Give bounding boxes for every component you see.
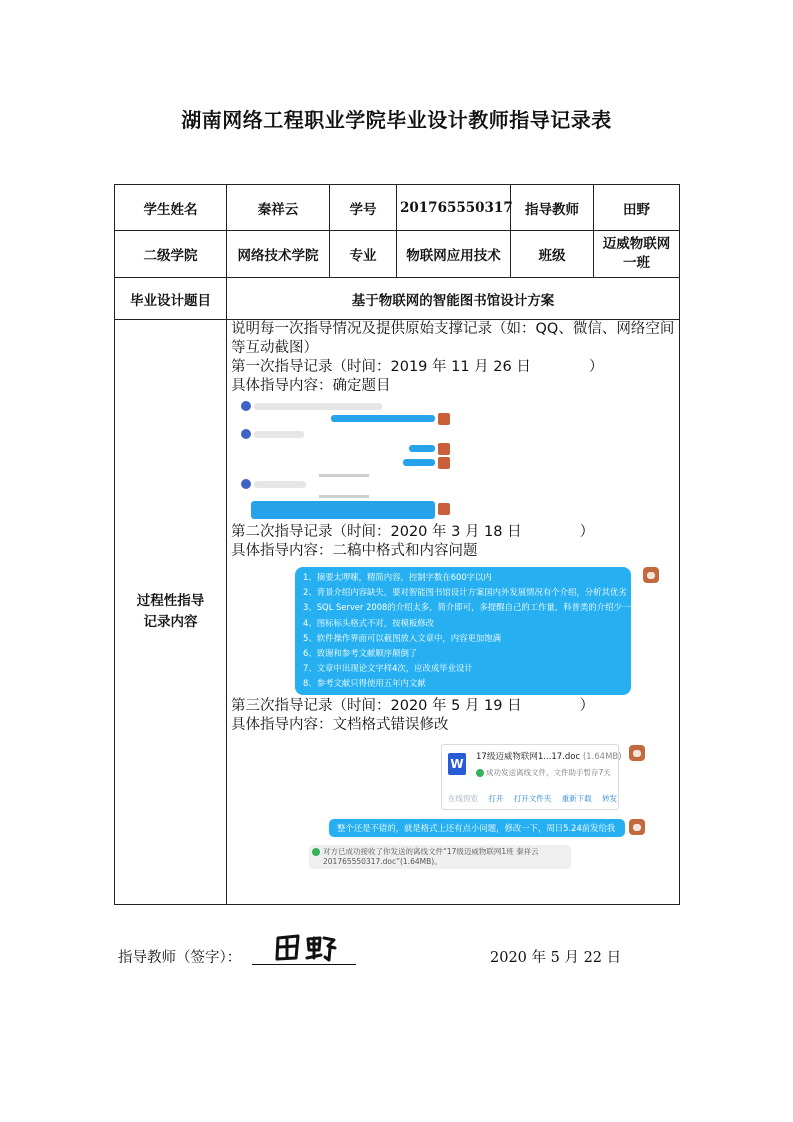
- advisor-label: 指导教师: [511, 185, 594, 231]
- open-folder-link[interactable]: 打开文件夹: [513, 794, 552, 803]
- open-link[interactable]: 打开: [488, 794, 504, 803]
- student-name-label: 学生姓名: [115, 185, 227, 231]
- student-id-label: 学号: [330, 185, 397, 231]
- signature-image: [268, 930, 348, 966]
- signature-label: 指导教师（签字）：: [118, 950, 242, 966]
- feedback-line: 4、图标标头格式不对，按模板修改: [303, 617, 434, 628]
- feedback-line: 8、参考文献只得使用五年内文献: [303, 678, 426, 689]
- session-2-content: 具体指导内容：二稿中格式和内容问题: [231, 543, 478, 559]
- topic-label: 毕业设计题目: [115, 278, 227, 320]
- guidance-record-table: [114, 184, 680, 905]
- session-2-heading: 第二次指导记录（时间：2020 年 3 月 18 日 ）: [231, 524, 595, 540]
- forward-link[interactable]: 转发: [602, 794, 618, 803]
- chat-bubble: [251, 501, 435, 519]
- feedback-line: 3、SQL Server 2008的介绍太多，简介即可，多提醒自己的工作量，科普类的介绍少一些: [303, 602, 639, 613]
- avatar: [438, 503, 450, 515]
- feedback-line: 5、软件操作界面可以截图放入文章中，内容更加饱满: [303, 632, 501, 643]
- process-label-text: 过程性指导记录内容: [136, 593, 205, 630]
- session-1-heading: 第一次指导记录（时间：2019 年 11 月 26 日 ）: [231, 359, 604, 375]
- receipt-notice: 对方已成功接收了你发送的离线文件“17级迈威物联网1班 秦祥云201765550317.doc”(1.64MB)。: [309, 845, 571, 869]
- process-content: [227, 320, 680, 905]
- chat-screenshot-1: [237, 399, 449, 523]
- signature-line: [252, 964, 356, 965]
- college-value: 网络技术学院: [227, 231, 330, 278]
- file-actions: [448, 793, 625, 804]
- process-label: [115, 320, 227, 905]
- feedback-line: 1、摘要太啰嗦，精简内容，控制字数在600字以内: [303, 572, 492, 582]
- check-icon: [312, 848, 320, 856]
- reply-message-bubble: 整个还是不错的，就是格式上还有点小问题，修改一下，周日5.24前发给我: [329, 819, 625, 837]
- session-3-heading: 第三次指导记录（时间：2020 年 5 月 19 日 ）: [231, 698, 595, 714]
- teacher-avatar: [629, 745, 645, 761]
- chat-bubble: [409, 445, 435, 452]
- preview-online-link[interactable]: 在线预览: [448, 794, 478, 803]
- timestamp: [319, 474, 369, 477]
- process-intro: 说明每一次指导情况及提供原始支撑记录（如：QQ、微信、网络空间等互动截图）: [231, 321, 675, 356]
- session-1-content: 具体指导内容：确定题目: [231, 378, 391, 394]
- chat-screenshot-2: [285, 563, 685, 697]
- topic-value: 基于物联网的智能图书馆设计方案: [227, 278, 680, 320]
- row-college-info: [115, 231, 680, 278]
- word-doc-icon: W: [448, 753, 466, 775]
- feedback-message-bubble: [295, 567, 639, 695]
- chat-bubble: [331, 415, 435, 422]
- avatar: [241, 401, 251, 411]
- timestamp: [319, 495, 369, 498]
- class-value: 迈威物联网一班: [594, 231, 680, 278]
- avatar: [438, 443, 450, 455]
- class-label: 班级: [511, 231, 594, 278]
- file-card[interactable]: [441, 744, 622, 810]
- chat-bubble: [254, 481, 306, 488]
- avatar: [438, 457, 450, 469]
- avatar: [241, 479, 251, 489]
- row-process-records: [115, 320, 680, 905]
- row-topic: [115, 278, 680, 320]
- chat-bubble: [254, 403, 382, 410]
- chat-bubble: [254, 431, 304, 438]
- sign-date: 2020 年 5 月 22 日: [490, 950, 622, 966]
- avatar: [438, 413, 450, 425]
- major-label: 专业: [330, 231, 397, 278]
- chat-screenshot-3: [323, 737, 679, 870]
- feedback-line: 7、文章中出现论文字样4次，应改成毕业设计: [303, 663, 473, 674]
- major-value: 物联网应用技术: [397, 231, 511, 278]
- feedback-line: 6、致谢和参考文献顺序颠倒了: [303, 648, 418, 659]
- file-status: 成功发送离线文件，文件助手暂存7天: [476, 767, 611, 778]
- session-3-content: 具体指导内容：文档格式错误修改: [231, 717, 449, 733]
- page-title: 湖南网络工程职业学院毕业设计教师指导记录表: [181, 108, 612, 132]
- redownload-link[interactable]: 重新下载: [561, 794, 592, 803]
- check-icon: [476, 769, 484, 777]
- teacher-avatar: [643, 567, 659, 583]
- avatar: [241, 429, 251, 439]
- signature-area: [118, 936, 638, 976]
- college-label: 二级学院: [115, 231, 227, 278]
- chat-bubble: [403, 459, 435, 466]
- student-id-value: 201765550317: [397, 185, 511, 231]
- student-name-value: 秦祥云: [227, 185, 330, 231]
- teacher-avatar: [629, 819, 645, 835]
- row-basic-info: [115, 185, 680, 231]
- feedback-line: 2、背景介绍内容缺失，要对智能图书馆设计方案国内外发展情况有个介绍，分析其优劣: [303, 587, 627, 598]
- file-size: (1.64MB): [582, 752, 622, 762]
- file-name: 17级迈威物联网1...17.doc (1.64MB): [476, 752, 622, 762]
- advisor-value: 田野: [594, 185, 680, 231]
